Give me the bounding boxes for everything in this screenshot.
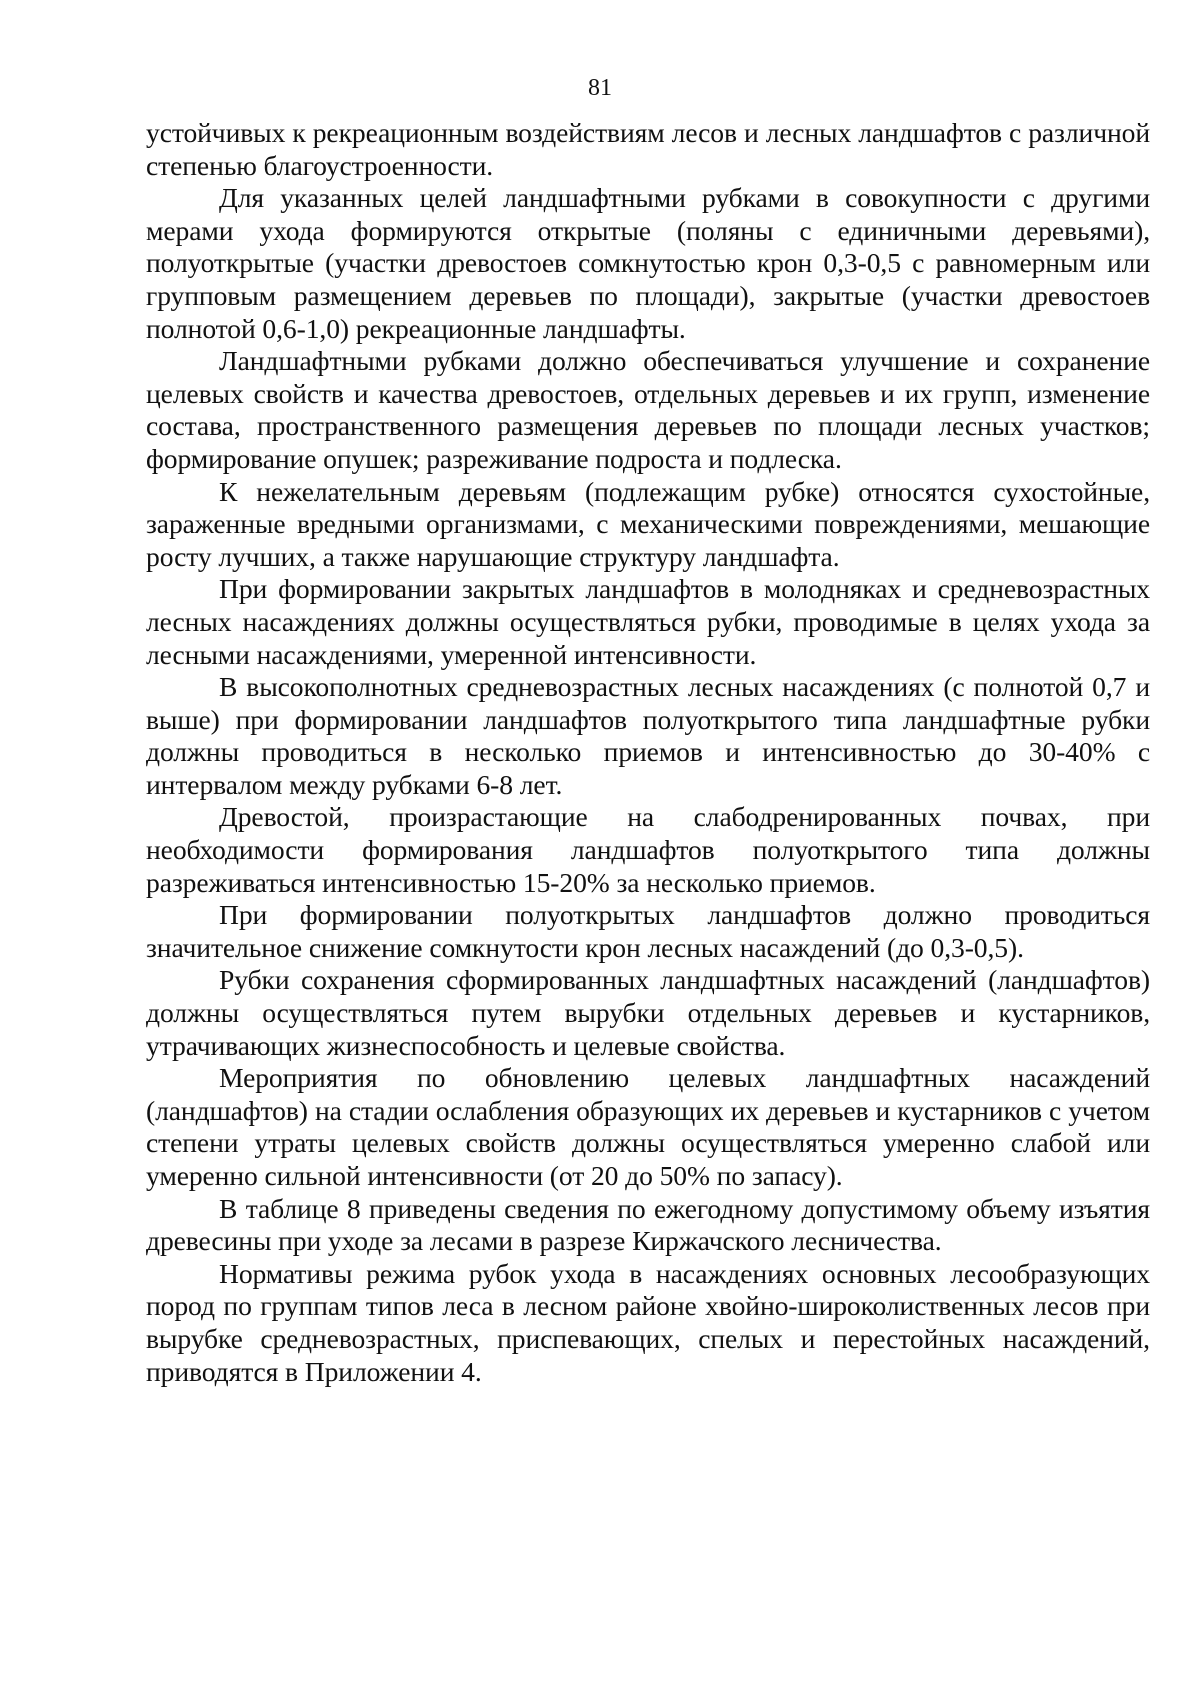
paragraph-renewal-measures: Мероприятия по обновлению целевых ландшафтных насаждений (ландшафтов) на стадии ослабления образующих их деревьев и кустарников с учетом степени утраты целевых свойств должны осуществляться умеренно слабой или умеренно сильной интенсивности (от 20 до 50% по запасу). <box>146 1062 1150 1191</box>
paragraph-landscape-cutting-goals: Ландшафтными рубками должно обеспечиваться улучшение и сохранение целевых свойств и качества древостоев, отдельных деревьев и их групп, изменение состава, пространственного размещения деревьев по площади лесных участков; формирование опушек; разреживание подроста и подлеска. <box>146 345 1150 474</box>
page-number: 81 <box>588 75 612 101</box>
paragraph-continuation: устойчивых к рекреационным воздействиям лесов и лесных ландшафтов с различной степенью благоустроенности. <box>146 117 1150 181</box>
paragraph-preservation-cutting: Рубки сохранения сформированных ландшафтных насаждений (ландшафтов) должны осуществляться путем вырубки отдельных деревьев и кустарников, утрачивающих жизнеспособность и целевые свойства. <box>146 964 1150 1061</box>
paragraph-landscape-types: Для указанных целей ландшафтными рубками в совокупности с другими мерами ухода формируются открытые (поляны с единичными деревьями), полуоткрытые (участки древостоев сомкнутостью крон 0,3-0,5 с равномерным или групповым размещением деревьев по площади), закрытые (участки древостоев полнотой 0,6-1,0) рекреационные ландшафты. <box>146 182 1150 344</box>
paragraph-closed-landscapes: При формировании закрытых ландшафтов в молодняках и средневозрастных лесных насаждениях должны осуществляться рубки, проводимые в целях ухода за лесными насаждениями, умеренной интенсивности. <box>146 573 1150 670</box>
paragraph-undesirable-trees: К нежелательным деревьям (подлежащим рубке) относятся сухостойные, зараженные вредными организмами, с механическими повреждениями, мешающие росту лучших, а также нарушающие структуру ландшафта. <box>146 475 1150 572</box>
paragraph-high-density-stands: В высокополнотных средневозрастных лесных насаждениях (с полнотой 0,7 и выше) при формировании ландшафтов полуоткрытого типа ландшафтные рубки должны проводиться в несколько приемов и интенсивностью до 30-40% с интервалом между рубками 6-8 лет. <box>146 671 1150 800</box>
paragraph-appendix-4-reference: Нормативы режима рубок ухода в насаждениях основных лесообразующих пород по группам типов леса в лесном районе хвойно-широколиственных лесов при вырубке средневозрастных, приспевающих, спелых и перестойных насаждений, приводятся в Приложении 4. <box>146 1257 1150 1387</box>
paragraph-semi-open-landscapes: При формировании полуоткрытых ландшафтов должно проводиться значительное снижение сомкнутости крон лесных насаждений (до 0,3-0,5). <box>146 899 1150 963</box>
body-text <box>146 117 1150 1388</box>
paragraph-table-8-reference: В таблице 8 приведены сведения по ежегодному допустимому объему изъятия древесины при уходе за лесами в разрезе Киржачского лесничества. <box>146 1192 1150 1257</box>
paragraph-poorly-drained-soils: Древостой, произрастающие на слабодренированных почвах, при необходимости формирования ландшафтов полуоткрытого типа должны разреживаться интенсивностью 15-20% за несколько приемов. <box>146 801 1150 898</box>
